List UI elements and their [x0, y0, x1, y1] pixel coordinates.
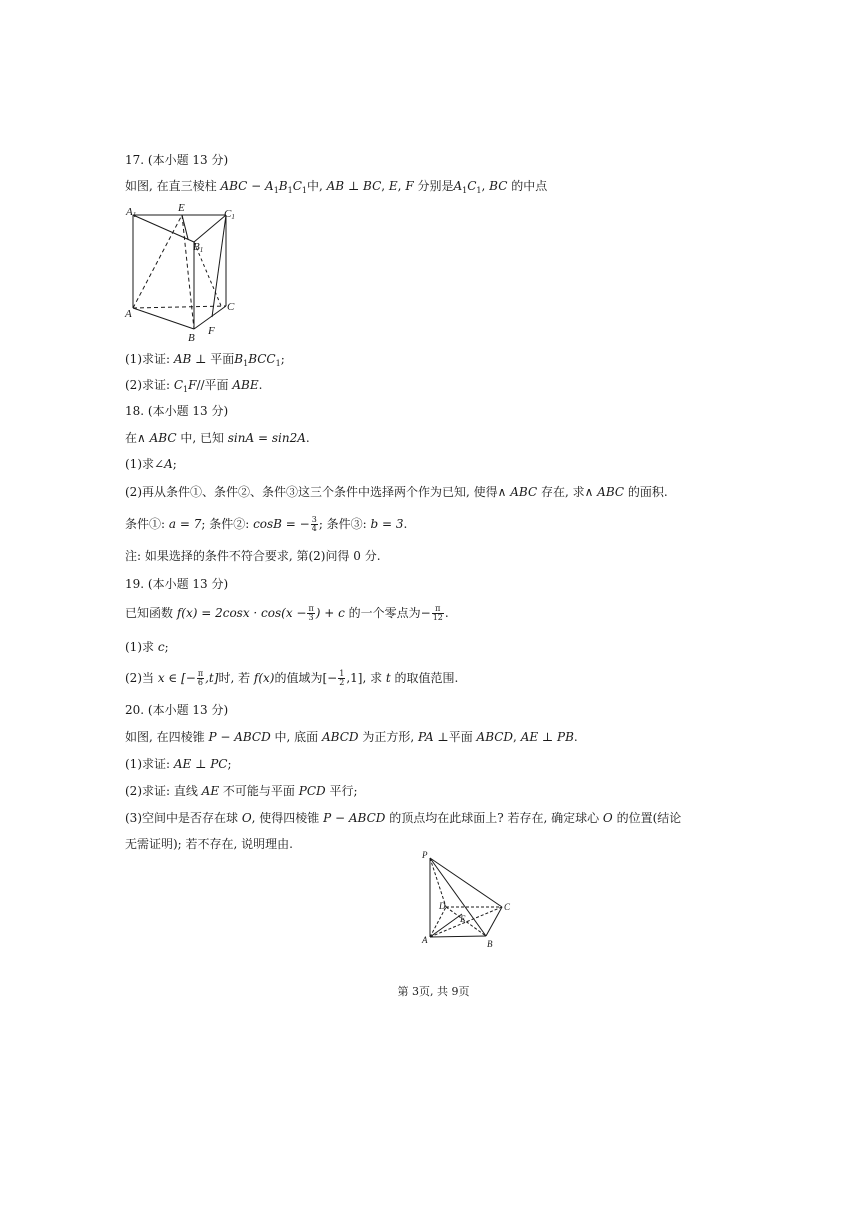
q17-p1-ab: AB [173, 352, 192, 366]
q20-part3 [125, 810, 681, 826]
q18-cond2-den: 4 [311, 524, 317, 533]
q19-intro-end: . [444, 606, 449, 620]
edge-a-c-hidden [133, 306, 226, 308]
q19-intro [125, 605, 449, 622]
edge-p-b [430, 858, 486, 936]
q18-conditions [125, 516, 407, 533]
svg-text:C1 [224, 208, 235, 221]
q17-intro-text: 如图, 在直三棱柱 [125, 179, 221, 193]
q19-part1 [125, 639, 169, 655]
q19-p1-text: (1)求 [125, 640, 158, 654]
q20-intro-text: 如图, 在四棱锥 [125, 730, 209, 744]
q18-note: 注: 如果选择的条件不符合要求, 第(2)问得 0 分. [125, 549, 381, 563]
q20-intro-end: . [573, 730, 578, 744]
label-a: A [125, 308, 132, 320]
q19-frac2-den: 12 [432, 613, 443, 622]
q18-intro-text2: 中, 已知 [176, 431, 228, 445]
q17-intro-perp: AB ⊥ BC [326, 179, 382, 193]
q20-p1-ae: AE ⊥ PC [173, 757, 228, 771]
q17-p1-b: B [234, 352, 244, 366]
edge-a-b [133, 308, 194, 329]
q17-p1-text: (1)求证: [125, 352, 174, 366]
q18-intro-text: 在∧ [125, 431, 150, 445]
q17-p1-end: ; [280, 352, 285, 366]
q19-p2-tt: t [385, 671, 391, 685]
q17-intro-c1: C [467, 179, 477, 193]
line-a-e [430, 914, 462, 937]
q18-part2 [125, 484, 668, 500]
q17-part1 [125, 351, 285, 372]
q17-intro-comma2: , [397, 179, 406, 193]
q18-intro [125, 430, 310, 446]
q19-part2 [125, 670, 458, 687]
label-c1: C [224, 208, 232, 220]
q19-frac1-den: 3 [308, 613, 314, 622]
q20-p3-pyramid: P − ABCD [323, 811, 386, 825]
q20-intro [125, 729, 578, 745]
q19-intro-frac1 [307, 605, 314, 622]
label-c: C [227, 301, 235, 313]
q19-intro-func: f(x) = 2cosx · cos(x − [176, 606, 307, 620]
q17-p2-abe: ABE [232, 378, 259, 392]
q19-intro-frac2 [432, 605, 444, 622]
q17-p2-c: C [173, 378, 184, 392]
svg-text:A1 [125, 206, 136, 219]
q17-p2-f: F [188, 378, 197, 392]
q19-p2-text3: 的值域为[− [274, 671, 338, 685]
q18-p2-end: 的面积. [624, 485, 668, 499]
label-a-pyr: A [422, 935, 428, 945]
label-a1: A [126, 206, 133, 218]
q20-p3-o2: O [602, 811, 613, 825]
q17-prism-b: B [278, 179, 288, 193]
prism-figure [122, 200, 252, 345]
q20-p3-text: (3)空间中是否存在球 [125, 811, 242, 825]
label-e-pyr: E [460, 914, 466, 924]
q17-intro-sub4: 1 [462, 186, 468, 195]
prism-diagram [122, 200, 252, 345]
q20-p3-o: O [241, 811, 252, 825]
q18-cond2-frac [311, 516, 318, 533]
label-p: P [422, 850, 428, 860]
q19-intro-text: 已知函数 [125, 606, 177, 620]
q18-cond1-label: 条件①: [125, 517, 169, 531]
label-b: B [188, 332, 195, 344]
q18-cond3-eq: b = 3 [370, 517, 404, 531]
line-e-b1-visible [182, 215, 188, 239]
q20-intro-pyramid: P − ABCD [208, 730, 271, 744]
q17-p2-sub1: 1 [183, 385, 189, 394]
label-d: D [439, 901, 446, 911]
q20-intro-comma: , [513, 730, 521, 744]
q19-frac1-num: π [308, 604, 314, 613]
q17-p2-text2: //平面 [196, 378, 233, 392]
q20-p2-end: 平行; [325, 784, 358, 798]
q17-p2-text: (2)求证: [125, 378, 174, 392]
edge-b-c [486, 907, 502, 936]
pyramid-figure [418, 848, 518, 952]
q20-p2-ae: AE [201, 784, 220, 798]
q17-intro-comma1: , [381, 179, 389, 193]
q17-intro-prism [220, 179, 307, 193]
q17-p1-sub2: 1 [275, 359, 281, 368]
q19-p2-text4: ,1], 求 [346, 671, 386, 685]
q18-header: 18. (本小题 13 分) [125, 404, 229, 418]
q18-cond2-num: 3 [311, 515, 317, 524]
q18-cond2-eq: cosB = − [253, 517, 310, 531]
q19-p2-frac1-num: π [197, 669, 204, 678]
q19-p1-end: ; [164, 640, 169, 654]
q20-intro-ae: AE ⊥ PB [520, 730, 574, 744]
q18-intro-abc: ABC [149, 431, 177, 445]
q19-p2-frac2 [338, 670, 345, 687]
q17-p2-end: . [258, 378, 263, 392]
q20-p1-text: (1)求证: [125, 757, 174, 771]
q17-prism-a: ABC − A [220, 179, 274, 193]
q18-cond2-label: ; 条件②: [201, 517, 254, 531]
label-c1-sub: 1 [231, 213, 235, 221]
q18-p1-end: ; [172, 457, 177, 471]
line-a-e [133, 215, 182, 308]
q17-intro-text2: 中, [307, 179, 327, 193]
label-b1-sub: 1 [199, 246, 204, 254]
q20-p2-text: (2)求证: 直线 [125, 784, 202, 798]
label-f: F [208, 325, 215, 337]
q17-intro-bc: BC [489, 179, 508, 193]
q18-intro-end: . [305, 431, 310, 445]
q19-p2-frac1-den: 6 [197, 678, 204, 687]
q17-p1-text2: ⊥ 平面 [191, 352, 235, 366]
svg-text:B1 [193, 241, 203, 254]
q18-p2-text2: 存在, 求∧ [537, 485, 598, 499]
q18-cond-end: . [403, 517, 408, 531]
q17-intro-text4: 的中点 [507, 179, 548, 193]
q20-part3-line2: 无需证明); 若不存在, 说明理由. [125, 837, 293, 851]
q19-p2-text: (2)当 [125, 671, 158, 685]
label-e: E [178, 202, 185, 214]
q20-p2-text2: 不可能与平面 [219, 784, 299, 798]
q18-p1-a: A [164, 457, 173, 471]
q19-p2-text2: 时, 若 [218, 671, 254, 685]
label-a1-sub: 1 [132, 211, 137, 219]
edge-a-b [430, 936, 486, 937]
q19-p2-t: ,t] [205, 671, 219, 685]
q17-intro-text3: 分别是 [413, 179, 454, 193]
q20-part1 [125, 756, 232, 772]
q18-intro-eq: sinA = sin2A [227, 431, 306, 445]
q17-intro [125, 178, 547, 199]
q20-part2 [125, 783, 358, 799]
q18-part1 [125, 456, 177, 472]
q18-cond1-eq: a = 7 [168, 517, 202, 531]
q19-intro-text2: 的一个零点为− [344, 606, 431, 620]
q17-intro-f: F [405, 179, 414, 193]
q17-intro-comma3: , [481, 179, 490, 193]
q17-intro-a1: A [453, 179, 463, 193]
q17-p1-sub1: 1 [243, 359, 249, 368]
q20-header: 20. (本小题 13 分) [125, 703, 229, 717]
q20-p1-end: ; [227, 757, 232, 771]
edge-b1-c1 [194, 215, 226, 242]
q20-intro-pa: PA [417, 730, 434, 744]
edge-a-d-hidden [430, 907, 446, 937]
q17-intro-e: E [388, 179, 398, 193]
line-e-b [182, 215, 194, 329]
q20-intro-abcd1: ABCD [322, 730, 359, 744]
line-c1-f [212, 215, 226, 317]
diag-a-c-hidden [430, 907, 502, 937]
q18-p2-abc1: ABC [510, 485, 538, 499]
q19-p1-c: c [157, 640, 165, 654]
q20-p3-text2: , 使得四棱锥 [251, 811, 324, 825]
q17-p1-bcc: BCC [248, 352, 276, 366]
q19-p2-x: x ∈ [− [157, 671, 196, 685]
q17-header: 17. (本小题 13 分) [125, 153, 229, 167]
q17-prism-sub1: 1 [273, 186, 279, 195]
q20-intro-abcd2: ABCD [476, 730, 514, 744]
q17-intro-sub5: 1 [476, 186, 482, 195]
label-b-pyr: B [487, 939, 493, 949]
q19-p2-end: 的取值范围. [390, 671, 459, 685]
q18-p1-text: (1)求∠ [125, 457, 165, 471]
q20-intro-text3: 为正方形, [358, 730, 418, 744]
q17-prism-c: C [292, 179, 302, 193]
edge-p-d-hidden [430, 858, 446, 907]
q18-p2-text: (2)再从条件①、条件②、条件③这三个条件中选择两个作为已知, 使得∧ [125, 485, 511, 499]
q18-p2-abc2: ABC [597, 485, 625, 499]
q20-intro-text4: ⊥平面 [433, 730, 477, 744]
q19-header: 19. (本小题 13 分) [125, 577, 229, 591]
edge-p-c [430, 858, 502, 907]
q19-p2-fx: f(x) [253, 671, 275, 685]
q20-intro-text2: 中, 底面 [270, 730, 322, 744]
q17-part2 [125, 377, 262, 398]
q19-p2-frac2-den: 2 [339, 678, 345, 687]
q19-p2-frac1 [197, 670, 204, 687]
q19-frac2-num: π [432, 605, 444, 614]
label-b1: B [193, 241, 200, 253]
q17-prism-sub3: 1 [301, 186, 307, 195]
q20-p2-pcd: PCD [298, 784, 326, 798]
q20-p3-text3: 的顶点均在此球面上? 若存在, 确定球心 [385, 811, 603, 825]
label-c-pyr: C [504, 902, 511, 912]
q19-p2-frac2-num: 1 [339, 669, 345, 678]
q17-prism-sub2: 1 [287, 186, 293, 195]
pyramid-diagram [418, 848, 518, 952]
q18-cond3-label: ; 条件③: [318, 517, 371, 531]
q20-p3-text4: 的位置(结论 [612, 811, 682, 825]
page-footer: 第 3页, 共 9页 [397, 985, 470, 998]
q19-intro-func2: ) + c [315, 606, 345, 620]
